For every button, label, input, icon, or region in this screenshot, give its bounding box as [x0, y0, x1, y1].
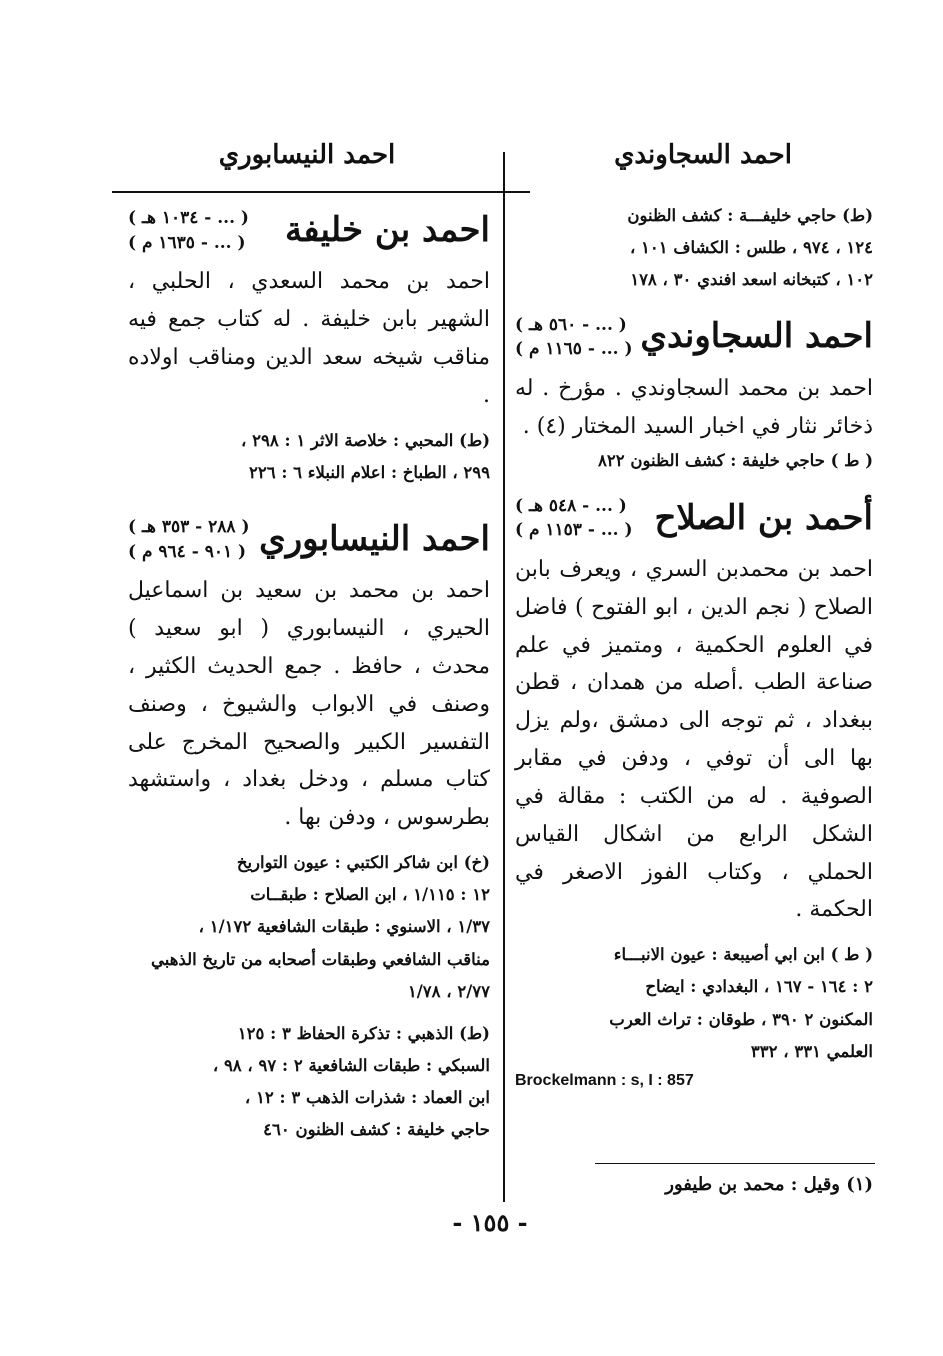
date-hijri: ( ... - ٥٤٨ هـ ): [515, 495, 627, 516]
date-gregorian: ( ... - ١٦٣٥ م ): [128, 232, 246, 253]
entry-name: احمد السجاوندي: [640, 316, 873, 357]
reference-line: ٢٩٩ ، الطباخ : اعلام النبلاء ٦ : ٢٢٦: [248, 462, 490, 482]
entry-body: احمد بن محمد بن سعيد بن اسماعيل الحيري ، النيسابوري ( ابو سعيد ) محدث ، حافظ . جمع الحديث الكثير ، وصنف في الابواب والشيوخ ، وصنف التفسير الكبير والصحيح المخرج على كتاب مسلم ، ودخل بغداد ، واستشهد بطرسوس ، ودفن بها .: [128, 578, 490, 831]
column-divider: [503, 152, 505, 1202]
latin-reference: Brockelmann : s, I : 857: [515, 1071, 694, 1089]
date-hijri: ( ... - ١٠٣٤ هـ ): [128, 208, 249, 228]
entry-body: احمد بن محمد السعدي ، الحلبي ، الشهير بابن خليفة . له كتاب جمع فيه مناقب شيخه سعد الدين ومناقب اولاده .: [128, 269, 490, 408]
entry-heading: [515, 313, 873, 362]
entry-body: احمد بن محمد السجاوندي . مؤرخ . له ذخائر نثار في اخبار السيد المختار (٤) .: [515, 375, 873, 439]
reference-line: ١٢ : ١/١١٥ ، ابن الصلاح : طبقــات: [250, 885, 490, 905]
entry-dates: [515, 313, 633, 362]
reference-line: ١٢٤ ، ٩٧٤ ، طلس : الكشاف ١٠١ ،: [629, 238, 873, 258]
header-rule: [112, 191, 530, 193]
entry-heading: [128, 206, 490, 255]
reference-line: ( ط ) ابن ابي أصيبعة : عيون الانبـــاء: [613, 945, 873, 965]
page-number: - ١٥٥ -: [452, 1208, 528, 1237]
entry-name: احمد بن خليفة: [285, 209, 490, 250]
entry-name: احمد النيسابوري: [259, 518, 490, 559]
date-gregorian: ( ٩٠١ - ٩٦٤ م ): [128, 541, 247, 562]
reference-line: المكنون ٢ ٣٩٠ ، طوقان : تراث العرب: [609, 1009, 873, 1029]
reference-line: ١٠٢ ، كتبخانه اسعد افندي ٣٠ ، ١٧٨: [630, 270, 873, 290]
reference-line: ٢ : ١٦٤ - ١٦٧ ، البغدادي : ايضاح: [645, 977, 873, 997]
entry-heading: [515, 494, 873, 543]
continued-reference: [515, 200, 873, 297]
entry-dates: [515, 494, 633, 543]
footnote: (١) وقيل : محمد بن طيفور: [665, 1174, 873, 1195]
entry-reference: [128, 1018, 490, 1147]
reference-line: ابن العماد : شذرات الذهب ٣ : ١٢ ،: [244, 1088, 490, 1108]
reference-line: السبكي : طبقات الشافعية ٢ : ٩٧ ، ٩٨ ،: [212, 1056, 490, 1076]
entry-reference: [128, 425, 490, 489]
date-hijri: ( ... - ٥٦٠ هـ ): [515, 314, 627, 335]
reference-line: (ط) حاجي خليفـــة : كشف الظنون: [627, 206, 873, 225]
entry-name: أحمد بن الصلاح: [654, 497, 873, 538]
reference-line: (خ) ابن شاكر الكتبي : عيون التواريخ: [236, 853, 490, 873]
right-column: [515, 200, 873, 1090]
date-hijri: ( ٢٨٨ - ٣٥٣ هـ ): [128, 516, 250, 537]
running-header-right: احمد السجاوندي: [614, 140, 792, 170]
reference-line: (ط) الذهبي : تذكرة الحفاظ ٣ : ١٢٥: [237, 1023, 490, 1043]
entry-body: احمد بن محمدبن السري ، ويعرف بابن الصلاح ( نجم الدين ، ابو الفتوح ) فاضل في العلوم الحكمية ، ومتميز في علم صناعة الطب .أصله من همدان ، قطن ببغداد ، ثم توجه الى دمشق ،ولم يزل بها الى أن توفي ، ودفن في مقابر الصوفية . له من الكتب : مقالة في الشكل الرابع من اشكال القياس الحملي ، وكتاب الفوز الاصغر في الحكمة .: [515, 556, 873, 923]
entry-reference: [128, 847, 490, 1008]
reference-line: ٢/٧٧ ، ١/٧٨: [407, 981, 490, 1001]
left-column: [128, 200, 490, 1147]
entry-dates: [128, 206, 249, 255]
reference-line: حاجي خليفة : كشف الظنون ٤٦٠: [263, 1120, 490, 1140]
reference-line: مناقب الشافعي وطبقات أصحابه من تاريخ الذهبي: [151, 949, 490, 969]
entry-reference: [515, 939, 873, 1068]
reference-line: (ط) المحبي : خلاصة الاثر ١ : ٢٩٨ ،: [241, 430, 490, 450]
entry-dates: [128, 515, 250, 564]
running-header-left: احمد النيسابوري: [218, 140, 396, 170]
entry-heading: [128, 515, 490, 564]
date-gregorian: ( ... - ١١٦٥ م ): [515, 339, 633, 360]
entry-reference: ( ط ) حاجي خليفة : كشف الظنون ٨٢٢: [598, 451, 873, 471]
reference-line: العلمي ٣٣١ ، ٣٣٢: [750, 1041, 873, 1061]
reference-line: ١/٣٧ ، الاسنوي : طبقات الشافعية ١/١٧٢ ،: [198, 917, 490, 937]
footnote-rule: [595, 1163, 875, 1164]
date-gregorian: ( ... - ١١٥٣ م ): [515, 520, 633, 541]
